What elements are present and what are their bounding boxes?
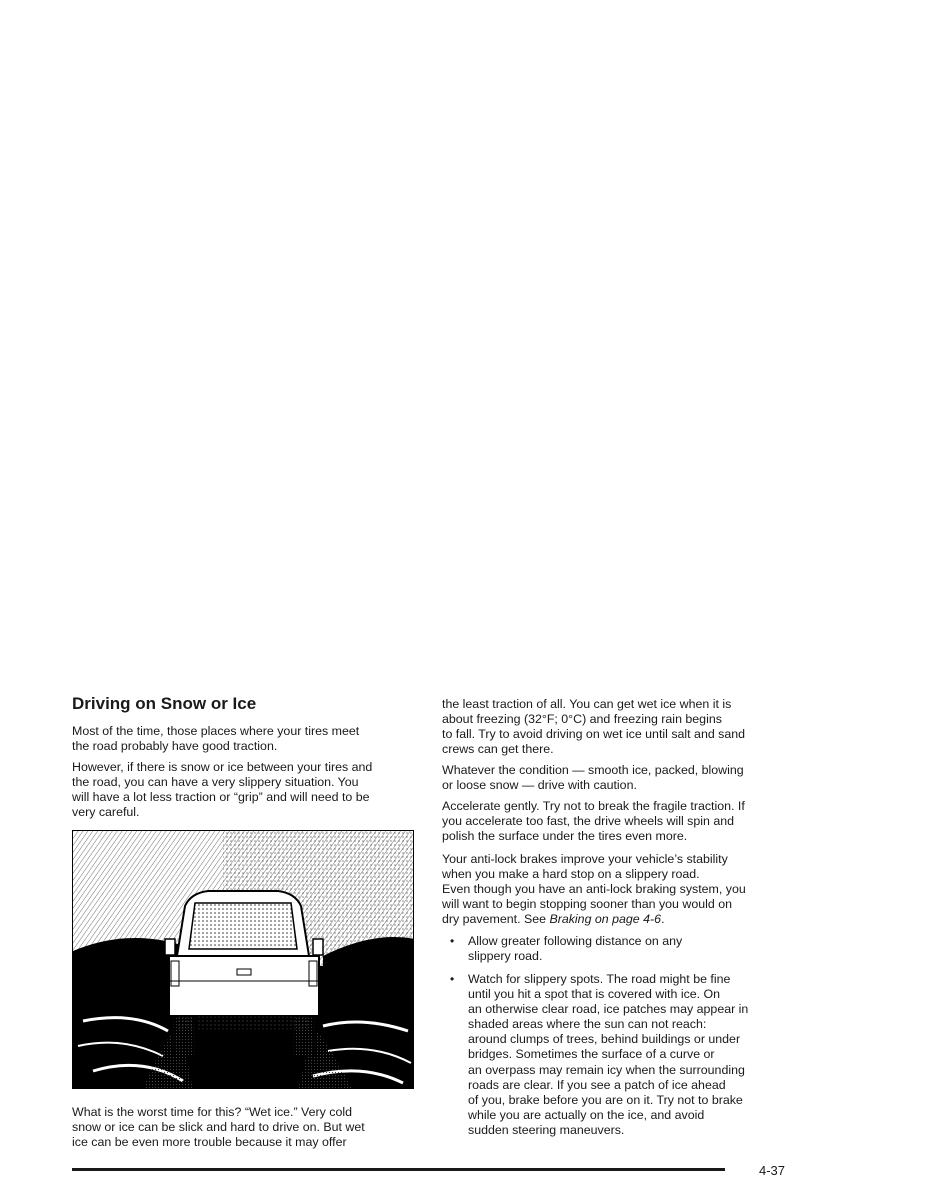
page-number: 4-37 (759, 1163, 786, 1178)
section-title: Driving on Snow or Ice (72, 694, 257, 713)
left-paragraph-2: However, if there is snow or ice between your tires and the road, you can have a very slippery situation. You will have a lot less traction or “grip” and will need to be very careful. (72, 760, 373, 820)
left-paragraph-3: What is the worst time for this? “Wet ice.” Very cold snow or ice can be slick and hard to drive on. But wet ice can be even more trouble because it may offer (72, 1105, 365, 1150)
right-paragraph-3: Accelerate gently. Try not to break the fragile traction. If you accelerate too fast, the drive wheels will spin and polish the surface under the tires even more. (442, 799, 745, 844)
bullet-icon: • (450, 934, 455, 948)
right-paragraph-4-text: Your anti-lock brakes improve your vehicle’s stability when you make a hard stop on a slippery road. Even though you have an anti-lock braking system, you will want to begin stopping sooner than you would on dry pavement. See (442, 852, 746, 927)
braking-page-reference: Braking on page 4-6 (549, 912, 662, 927)
truck-on-snow-illustration (73, 831, 414, 1089)
left-paragraph-1: Most of the time, those places where your tires meet the road probably have good traction. (72, 724, 360, 754)
bullet-text: Allow greater following distance on any slippery road. (468, 934, 683, 964)
bullet-icon: • (450, 972, 455, 986)
snow-driving-illustration (72, 830, 414, 1089)
right-paragraph-4 (442, 852, 792, 927)
footer-rule (72, 1168, 725, 1171)
right-paragraph-1: the least traction of all. You can get wet ice when it is about freezing (32°F; 0°C) and freezing rain begins to fall. Try to avoid driving on wet ice until salt and sand crews can get there. (442, 697, 746, 757)
right-paragraph-2: Whatever the condition — smooth ice, packed, blowing or loose snow — drive with caution. (442, 763, 744, 793)
bullet-text: Watch for slippery spots. The road might be fine until you hit a spot that is covered with ice. On an otherwise clear road, ice patches may appear in shaded areas where the sun can not reach: around clumps of trees, behind buildings or under bridges. Sometimes the surface of a curve or an overpass may remain icy when the surrounding roads are clear. If you see a patch of ice ahead of you, brake before you are on it. Try not to brake while you are actually on the ice, and avoid sudden steering maneuvers. (468, 972, 749, 1137)
right-paragraph-4-end: . (661, 912, 665, 927)
